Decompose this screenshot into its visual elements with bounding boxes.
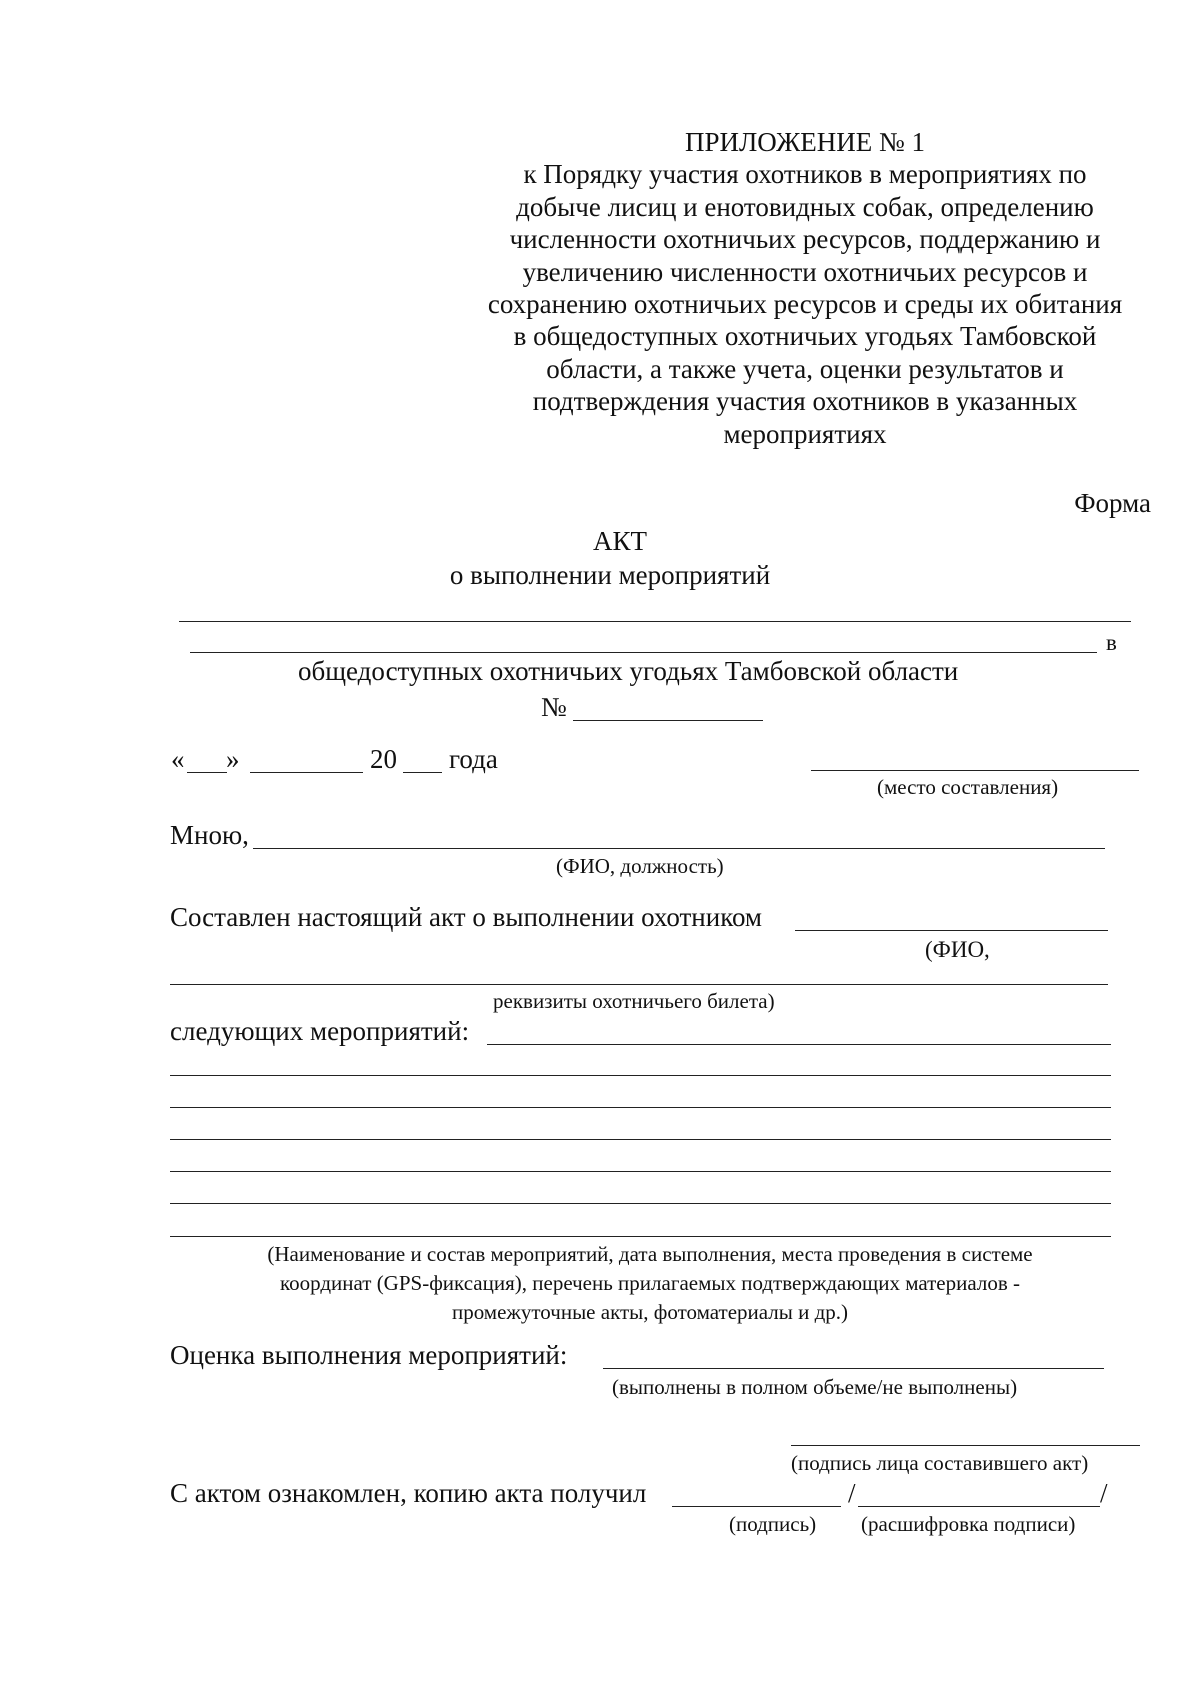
activities-caption (150, 1240, 1150, 1327)
author-label: Мною, (170, 820, 249, 850)
day-field[interactable] (187, 772, 227, 773)
decode-caption: (расшифровка подписи) (861, 1512, 1076, 1536)
event-name-line[interactable] (179, 621, 1131, 622)
evaluation-label: Оценка выполнения мероприятий: (170, 1340, 568, 1370)
appendix-description-line: увеличению численности охотничьих ресурсов и (522, 256, 1088, 287)
location-line: общедоступных охотничьих угодьях Тамбовской области (298, 656, 959, 686)
year-suffix: года (449, 744, 498, 774)
hunter-caption-part1: (ФИО, (925, 937, 990, 962)
appendix-description-line: области, а также учета, оценки результатов и (546, 353, 1064, 384)
ack-label: С актом ознакомлен, копию акта получил (170, 1478, 647, 1508)
evaluation-caption: (выполнены в полном объеме/не выполнены) (612, 1375, 1018, 1399)
activities-caption-line: координат (GPS-фиксация), перечень прилагаемых подтверждающих материалов - (279, 1271, 1021, 1295)
author-field[interactable] (253, 848, 1105, 849)
appendix-description-line: сохранению охотничьих ресурсов и среды их обитания (487, 289, 1123, 320)
activities-label: следующих мероприятий: (170, 1016, 470, 1046)
in-word: в (1106, 630, 1117, 655)
ack-decode-field[interactable] (858, 1506, 1100, 1507)
hunter-field[interactable] (795, 930, 1108, 931)
number-label: № (541, 692, 567, 722)
activities-line[interactable] (170, 1075, 1111, 1076)
appendix-description-line: добыче лисиц и енотовидных собак, определению (516, 191, 1094, 222)
activities-caption-line: промежуточные акты, фотоматериалы и др.) (451, 1300, 849, 1324)
quote-open: « (171, 744, 185, 774)
place-field[interactable] (811, 770, 1139, 771)
slash-2: / (1100, 1478, 1108, 1508)
quote-close: » (226, 744, 240, 774)
evaluation-field[interactable] (603, 1368, 1104, 1369)
year-prefix: 20 (370, 744, 397, 774)
appendix-description-line: подтверждения участия охотников в указанных (532, 386, 1078, 417)
compiler-caption: (подпись лица составившего акт) (791, 1451, 1089, 1475)
activities-line[interactable] (170, 1236, 1111, 1237)
author-caption: (ФИО, должность) (556, 854, 724, 878)
sign-caption: (подпись) (729, 1512, 817, 1536)
activities-line[interactable] (170, 1171, 1111, 1172)
appendix-description-line: численности охотничьих ресурсов, поддержанию и (509, 224, 1101, 255)
appendix-description-line: к Порядку участия охотников в мероприятиях по (523, 159, 1087, 190)
activities-caption-line: (Наименование и состав мероприятий, дата выполнения, места проведения в системе (267, 1242, 1033, 1266)
slash-1: / (848, 1478, 856, 1508)
appendix-description-line: в общедоступных охотничьих угодьях Тамбовской (513, 321, 1097, 352)
hunter-label: Составлен настоящий акт о выполнении охотником (170, 902, 763, 932)
act-subtitle: о выполнении мероприятий (449, 560, 771, 590)
ack-signature-field[interactable] (672, 1506, 841, 1507)
appendix-title: ПРИЛОЖЕНИЕ № 1 (684, 127, 926, 157)
event-name-line-2[interactable] (190, 652, 1097, 653)
appendix-description-line: мероприятиях (723, 418, 887, 449)
form-label: Форма (1074, 488, 1151, 518)
compiler-signature-field[interactable] (791, 1445, 1140, 1446)
year-field[interactable] (403, 772, 442, 773)
place-caption: (место составления) (877, 775, 1059, 799)
activities-line[interactable] (170, 1139, 1111, 1140)
activities-line[interactable] (170, 1107, 1111, 1108)
activities-field[interactable] (487, 1044, 1111, 1045)
hunter-ticket-field[interactable] (170, 984, 1108, 985)
act-title: АКТ (593, 526, 647, 556)
month-field[interactable] (250, 772, 363, 773)
activities-line[interactable] (170, 1203, 1111, 1204)
hunter-caption-part2: реквизиты охотничьего билета) (493, 989, 775, 1013)
act-number-field[interactable] (573, 720, 763, 721)
appendix-header (460, 126, 1150, 450)
